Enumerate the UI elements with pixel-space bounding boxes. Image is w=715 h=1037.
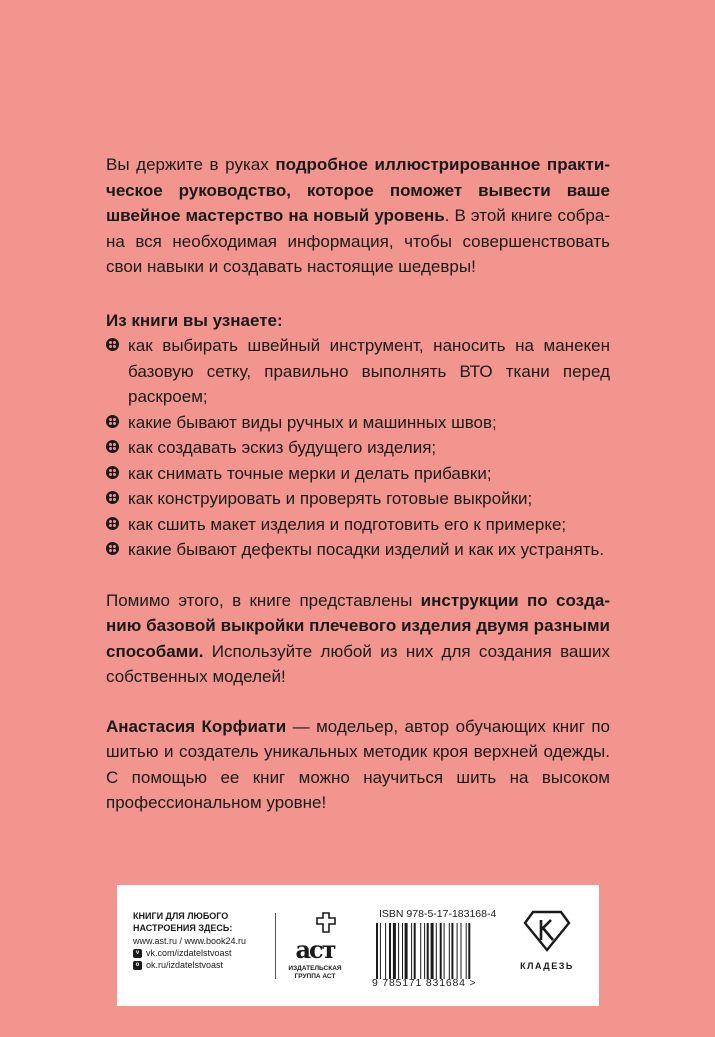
ast-logo-mark: аст [295, 935, 335, 964]
list-item [106, 410, 610, 436]
list-item-text: как конструировать и проверять готовые выкройки; [128, 489, 533, 508]
publisher-name: КЛАДЕЗЬ [520, 961, 574, 971]
extra-text-end: Используйте любой из них для создания ваших собственных моделей! [106, 641, 610, 686]
author-name: Анастасия Корфиати [106, 716, 287, 736]
learn-heading: Из книги вы узнаете: [106, 310, 283, 330]
list-item [106, 333, 610, 410]
promo-title-line: КНИГИ ДЛЯ ЛЮБОГО [133, 911, 229, 921]
list-item-text: какие бывают виды ручных и машинных швов; [128, 412, 497, 432]
intro-text: Вы держите в руках [106, 155, 276, 174]
promo-block [133, 910, 273, 971]
vk-link-text[interactable]: vk.com/izdatelstvoast [146, 948, 232, 958]
intro-paragraph [106, 152, 610, 280]
list-item-text: как выбирать швейный инструмент, наносить на манекен базовую сетку, правильно выполнять ВТО ткани перед раскроем; [128, 336, 610, 406]
sewing-button-icon [106, 440, 119, 453]
ast-cross-icon [315, 911, 345, 933]
diamond-icon [523, 909, 571, 953]
list-item-text: какие бывают дефекты посадки изделий и как их устранять. [128, 540, 605, 559]
ast-logo-caption: ГРУППА АСТ [294, 973, 336, 980]
site-link-text[interactable]: www.ast.ru / www.book24.ru [133, 936, 247, 946]
sewing-button-icon [106, 415, 119, 428]
extra-paragraph [106, 588, 610, 690]
intro-text-end: . В этой книге собрана вся необходимая информация, чтобы совершенствовать свои навыки и создавать настоящие шедевры! [106, 206, 610, 276]
ast-logo-caption: ИЗДАТЕЛЬСКАЯ [288, 965, 342, 972]
ok-link[interactable] [133, 959, 273, 971]
list-item [106, 461, 610, 487]
author-paragraph [106, 714, 610, 816]
info-box [117, 885, 599, 1006]
list-item [106, 537, 610, 563]
divider [275, 913, 276, 979]
vk-icon: v [133, 949, 142, 958]
list-item-text: как снимать точные мерки и делать прибавки; [128, 463, 492, 483]
ast-logo [285, 911, 345, 983]
extra-text: Помимо этого, в книге представлены [106, 590, 421, 610]
ok-link-text[interactable]: ok.ru/izdatelstvoast [146, 960, 224, 970]
list-item-text: как сшить макет изделия и подготовить его к примерке; [128, 514, 567, 534]
back-cover-text [106, 152, 610, 816]
list-item [106, 435, 610, 461]
site-link[interactable] [133, 935, 273, 947]
list-item-text: как создавать эскиз будущего изделия; [128, 438, 437, 457]
isbn: ISBN 978-5-17-183168-4 [379, 908, 497, 920]
sewing-button-icon [106, 491, 119, 504]
sewing-button-icon [106, 517, 119, 530]
sewing-button-icon [106, 338, 119, 351]
barcode-digits: 9 785171 831684 > [372, 977, 477, 989]
sewing-button-icon [106, 466, 119, 479]
intro-bold: подробное иллюстрированное практическое руководство, которое поможет вывести ваше швейное мастерство на новый уровень [106, 155, 610, 225]
ok-icon: o [133, 961, 142, 970]
extra-bold: инструкции по созданию базовой выкройки плечевого изделия двумя разными способами. [106, 590, 610, 661]
list-item [106, 486, 610, 512]
author-bio: — модельер, автор обучающих книг по шитью и создатель уникальных методик кроя верхней одежды. С помощью ее книг можно научиться шить на высоком профессиональном уровне! [106, 716, 610, 812]
sewing-button-icon [106, 542, 119, 555]
promo-title-line: НАСТРОЕНИЯ ЗДЕСЬ: [133, 923, 233, 933]
barcode [372, 923, 502, 979]
publisher-logo [512, 909, 582, 971]
vk-link[interactable] [133, 947, 273, 959]
learn-list [106, 333, 610, 563]
promo-links [133, 935, 273, 971]
list-item [106, 512, 610, 538]
